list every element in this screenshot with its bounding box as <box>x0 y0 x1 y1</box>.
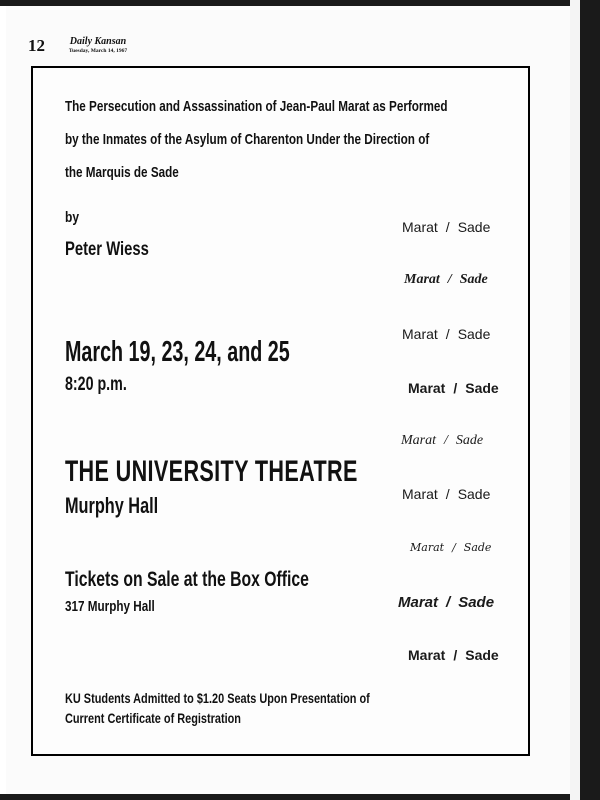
marat-word: Marat <box>404 272 440 287</box>
slash-separator: / <box>447 272 452 287</box>
paper-name: Daily Kansan <box>69 36 127 47</box>
sade-word: Sade <box>457 219 491 235</box>
page-number: 12 <box>28 36 45 55</box>
marat-word: Marat <box>401 433 436 448</box>
marat-word: Marat <box>398 594 439 611</box>
author-name: Peter Wiess <box>65 239 149 260</box>
masthead <box>58 36 138 54</box>
marat-sade-logotype <box>398 594 494 611</box>
marat-word: Marat <box>402 486 438 502</box>
marat-sade-logotype <box>402 486 490 502</box>
marat-word: Marat <box>408 647 446 663</box>
play-title-line: The Persecution and Assassination of Jean-Paul Marat as Performed <box>65 98 448 115</box>
student-notice-line: Current Certificate of Registration <box>65 710 241 726</box>
slash-separator: / <box>446 594 451 611</box>
marat-word: Marat <box>408 380 446 396</box>
student-notice-line: KU Students Admitted to $1.20 Seats Upon Presentation of <box>65 690 370 706</box>
marat-sade-logotype <box>402 219 490 235</box>
slash-separator: / <box>444 433 448 448</box>
marat-sade-logotype <box>402 326 490 342</box>
performance-dates: March 19, 23, 24, and 25 <box>65 336 290 368</box>
slash-separator: / <box>453 380 458 396</box>
marat-sade-logotype <box>401 433 483 449</box>
sade-word: Sade <box>459 272 488 287</box>
marat-word: Marat <box>402 219 438 235</box>
slash-separator: / <box>452 541 456 554</box>
tickets-info: Tickets on Sale at the Box Office <box>65 568 309 591</box>
sade-word: Sade <box>463 541 492 554</box>
scan-edge-right <box>570 0 600 800</box>
performance-time: 8:20 p.m. <box>65 374 127 395</box>
marat-word: Marat <box>402 326 438 342</box>
marat-word: Marat <box>410 541 445 554</box>
sade-word: Sade <box>465 380 499 396</box>
box-office-room: 317 Murphy Hall <box>65 598 155 615</box>
by-label: by <box>65 209 80 226</box>
marat-sade-logotype <box>404 272 488 288</box>
slash-separator: / <box>453 647 458 663</box>
play-title-line: the Marquis de Sade <box>65 164 179 181</box>
sade-word: Sade <box>465 647 499 663</box>
marat-sade-logotype <box>410 541 491 554</box>
sade-word: Sade <box>457 486 491 502</box>
venue-name: THE UNIVERSITY THEATRE <box>65 455 358 488</box>
issue-date: Tuesday, March 14, 1967 <box>68 48 128 54</box>
marat-sade-logotype <box>408 647 499 663</box>
slash-separator: / <box>445 326 450 342</box>
hall-name: Murphy Hall <box>65 493 159 518</box>
sade-word: Sade <box>458 594 495 611</box>
play-title-line: by the Inmates of the Asylum of Charenton Under the Direction of <box>65 131 430 148</box>
scan-edge-bottom <box>0 794 600 800</box>
sade-word: Sade <box>457 326 491 342</box>
slash-separator: / <box>445 486 450 502</box>
sade-word: Sade <box>455 433 484 448</box>
slash-separator: / <box>445 219 450 235</box>
marat-sade-logotype <box>408 380 499 396</box>
